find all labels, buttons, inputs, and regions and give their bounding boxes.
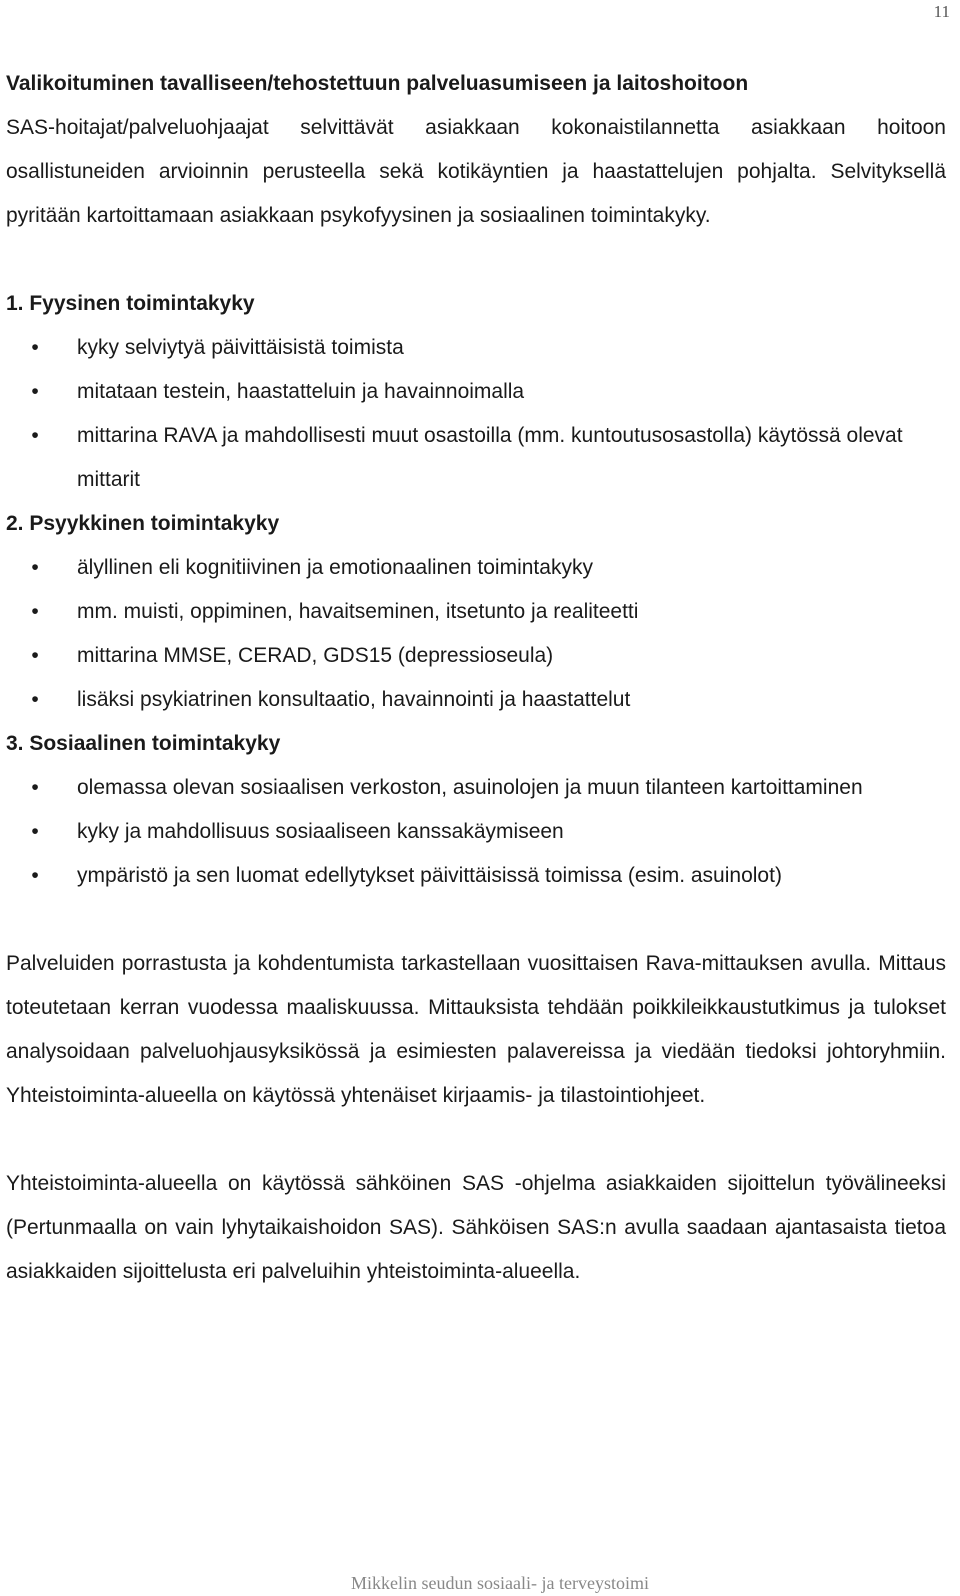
bullet-icon: •: [31, 776, 39, 799]
list-item-text: mittarina RAVA ja mahdollisesti muut osastoilla (mm. kuntoutusosastolla) käytössä olevat mittarit: [77, 424, 903, 491]
list-item: [6, 326, 946, 370]
bullet-icon: •: [31, 864, 39, 887]
physical-items: [6, 326, 946, 502]
list-item: [6, 810, 946, 854]
list-item-text: mm. muisti, oppiminen, havaitseminen, itsetunto ja realiteetti: [77, 600, 639, 623]
list-item: [6, 546, 946, 590]
bullet-icon: •: [31, 556, 39, 579]
list-item-text: mittarina MMSE, CERAD, GDS15 (depressioseula): [77, 644, 554, 667]
bullet-icon: •: [31, 644, 39, 667]
list-item: [6, 678, 946, 722]
list-item: [6, 370, 946, 414]
bullet-icon: •: [31, 688, 39, 711]
document-body: [6, 62, 946, 1294]
paragraph-sas: Yhteistoiminta-alueella on käytössä sähköinen SAS -ohjelma asiakkaiden sijoittelun työvälineeksi (Pertunmaalla on vain lyhytaikaishoidon SAS). Sähköisen SAS:n avulla saadaan ajantasaista tietoa asiakkaiden sijoittelusta eri palveluihin yhteistoiminta-alueella.: [6, 1172, 946, 1283]
list-item-text: olemassa olevan sosiaalisen verkoston, asuinolojen ja muun tilanteen kartoittaminen: [77, 776, 863, 799]
bullet-icon: •: [31, 380, 39, 403]
page-number: 11: [933, 2, 950, 21]
list-item-text: mitataan testein, haastatteluin ja havainnoimalla: [77, 380, 525, 403]
list-item-text: kyky ja mahdollisuus sosiaaliseen kanssakäymiseen: [77, 820, 564, 843]
list-item: [6, 414, 946, 502]
list-item-text: älyllinen eli kognitiivinen ja emotionaalinen toimintakyky: [77, 556, 593, 579]
intro-paragraph: SAS-hoitajat/palveluohjaajat selvittävät asiakkaan kokonaistilannetta asiakkaan hoitoon osallistuneiden arvioinnin perusteella sekä kotikäyntien ja haastattelujen pohjalta. Selvityksellä pyritään kartoittamaan asiakkaan psykofyysinen ja sosiaalinen toimintakyky.: [6, 116, 946, 227]
page-footer: Mikkelin seudun sosiaali- ja terveystoimi: [351, 1573, 649, 1593]
subheading-social: 3. Sosiaalinen toimintakyky: [6, 732, 281, 755]
social-items: [6, 766, 946, 898]
list-item-text: lisäksi psykiatrinen konsultaatio, havainnointi ja haastattelut: [77, 688, 631, 711]
bullet-icon: •: [31, 336, 39, 359]
bullet-icon: •: [31, 424, 39, 447]
bullet-icon: •: [31, 600, 39, 623]
list-item: [6, 634, 946, 678]
criteria-list: [6, 282, 946, 898]
spacer: [6, 898, 946, 942]
list-item-text: ympäristö ja sen luomat edellytykset päivittäisissä toimissa (esim. asuinolot): [77, 864, 782, 887]
spacer: [6, 1118, 946, 1162]
subheading-physical: 1. Fyysinen toimintakyky: [6, 292, 255, 315]
list-item: [6, 766, 946, 810]
section-heading: Valikoituminen tavalliseen/tehostettuun palveluasumiseen ja laitoshoitoon: [6, 72, 749, 95]
subheading-psychological: 2. Psyykkinen toimintakyky: [6, 512, 280, 535]
bullet-icon: •: [31, 820, 39, 843]
paragraph-rava: Palveluiden porrastusta ja kohdentumista tarkastellaan vuosittaisen Rava-mittauksen avulla. Mittaus toteutetaan kerran vuodessa maaliskuussa. Mittauksista tehdään poikkileikkaustutkimus ja tulokset analysoidaan palveluohjausyksikössä ja esimiesten palavereissa ja viedään tiedoksi johtoryhmiin. Yhteistoiminta-alueella on käytössä yhtenäiset kirjaamis- ja tilastointiohjeet.: [6, 952, 946, 1107]
list-item-text: kyky selviytyä päivittäisistä toimista: [77, 336, 404, 359]
list-item: [6, 590, 946, 634]
psychological-items: [6, 546, 946, 722]
list-item: [6, 854, 946, 898]
